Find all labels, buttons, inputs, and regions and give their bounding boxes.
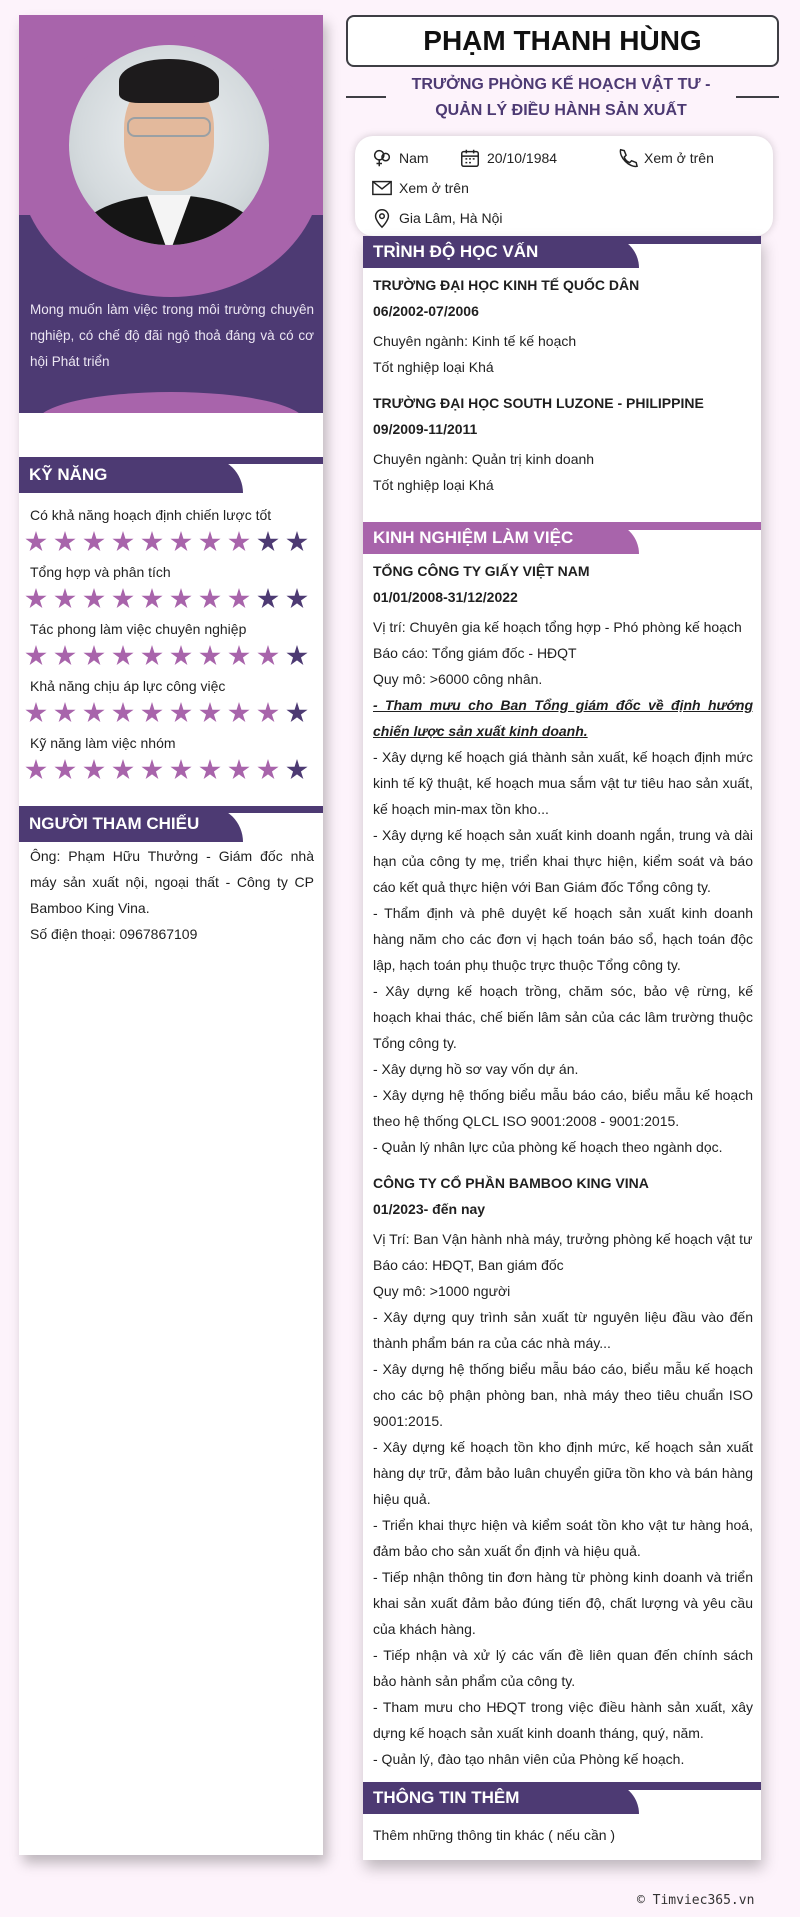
reference-title: NGƯỜI THAM CHIẾU <box>29 814 200 833</box>
star-icon <box>228 588 250 610</box>
star-icon <box>54 645 76 667</box>
star-icon <box>141 759 163 781</box>
star-icon <box>112 531 134 553</box>
title-divider-right <box>736 96 779 98</box>
email-value: Xem ở trên <box>399 180 469 196</box>
star-icon <box>228 759 250 781</box>
job-position: Vị trí: Chuyên gia kế hoạch tổng hợp - Phó phòng kế hoạch <box>373 619 742 635</box>
job-period: 01/2023- đến nay <box>373 1201 486 1217</box>
job-duty: - Xây dựng kế hoạch trồng, chăm sóc, bảo vệ rừng, kế hoạch khai thác, chế biến lâm sản của các lâm trường thuộc Tổng công ty. <box>373 983 753 1051</box>
job-duty: - Tiếp nhận và xử lý các vấn đề liên quan đến chính sách bảo hành sản phẩm của công ty. <box>373 1647 753 1689</box>
address-value: Gia Lâm, Hà Nội <box>399 210 503 226</box>
star-icon <box>54 588 76 610</box>
star-icon <box>25 759 47 781</box>
experience-title: KINH NGHIỆM LÀM VIỆC <box>373 528 574 547</box>
star-icon <box>199 759 221 781</box>
star-icon <box>257 645 279 667</box>
contact-email <box>371 177 469 199</box>
reference-body <box>30 843 314 947</box>
company-name: CÔNG TY CỔ PHẦN BAMBOO KING VINA <box>373 1175 649 1191</box>
skill-name: Tổng hợp và phân tích <box>30 564 171 580</box>
star-icon <box>199 702 221 724</box>
experience-item <box>373 1170 753 1772</box>
job-duty: - Thẩm định và phê duyệt kế hoạch sản xuất kinh doanh hàng năm cho các đơn vị hạch toán báo sổ, hạch toán độc lập, hạch toán phụ thuộc trực thuộc Tổng công ty. <box>373 905 753 973</box>
contact-phone <box>616 147 714 169</box>
star-icon <box>83 759 105 781</box>
star-icon <box>199 588 221 610</box>
star-icon <box>199 531 221 553</box>
experience-header <box>363 522 761 554</box>
job-scale: Quy mô: >1000 người <box>373 1283 511 1299</box>
star-icon <box>257 759 279 781</box>
school-period: 09/2009-11/2011 <box>373 421 478 437</box>
job-duty: - Quản lý, đào tạo nhân viên của Phòng kế hoạch. <box>373 1751 685 1767</box>
education-item <box>373 272 753 380</box>
job-duty: - Quản lý nhân lực của phòng kế hoạch theo ngành dọc. <box>373 1139 723 1155</box>
job-duty: - Xây dựng kế hoạch tồn kho định mức, kế hoạch sản xuất hàng dự trữ, đảm bảo luân chuyển giữa tồn kho và bán hàng hiệu quả. <box>373 1439 753 1507</box>
star-icon <box>25 702 47 724</box>
job-duty: - Xây dựng kế hoạch giá thành sản xuất, kế hoạch định mức kinh tế kỹ thuật, kế hoạch mua sắm vật tư tiêu hao sản xuất, kế hoạch min-max tồn kho... <box>373 749 753 817</box>
star-icon <box>141 645 163 667</box>
education-title: TRÌNH ĐỘ HỌC VẤN <box>373 242 539 261</box>
star-icon <box>54 531 76 553</box>
star-icon <box>170 645 192 667</box>
gender-value: Nam <box>399 150 429 166</box>
skills-header <box>19 457 323 493</box>
star-icon <box>83 702 105 724</box>
star-icon <box>25 645 47 667</box>
footer-credit: © Timviec365.vn <box>637 1893 755 1908</box>
reference-person: Ông: Phạm Hữu Thưởng - Giám đốc nhà máy sản xuất nội, ngoại thất - Công ty CP Bamboo King Vina. <box>30 848 314 916</box>
email-icon <box>371 177 393 199</box>
skill-rating <box>25 702 308 724</box>
gender-icon <box>371 147 393 169</box>
dob-value: 20/10/1984 <box>487 150 558 166</box>
skills-title: KỸ NĂNG <box>29 465 108 484</box>
job-duty: - Xây dựng hệ thống biểu mẫu báo cáo, biểu mẫu kế hoạch cho các bộ phận phòng ban, nhà máy theo tiêu chuẩn ISO 9001:2015. <box>373 1361 753 1429</box>
extra-text: Thêm những thông tin khác ( nếu cần ) <box>373 1827 616 1843</box>
job-duty: - Tiếp nhận thông tin đơn hàng từ phòng kinh doanh và triển khai sản xuất đảm bảo đúng tiến độ, chất lượng và yêu cầu của khách hàng. <box>373 1569 753 1637</box>
full-name: PHẠM THANH HÙNG <box>346 15 779 67</box>
skill-rating <box>25 531 308 553</box>
skill-name: Tác phong làm việc chuyên nghiệp <box>30 621 247 637</box>
star-icon <box>286 531 308 553</box>
job-duty: - Tham mưu cho HĐQT trong việc điều hành sản xuất, xây dựng kế hoạch sản xuất kinh doanh tháng, quý, năm. <box>373 1699 753 1741</box>
job-highlight: - Tham mưu cho Ban Tổng giám đốc về định hướng chiến lược sản xuất kinh doanh. <box>373 697 753 739</box>
star-icon <box>286 759 308 781</box>
star-icon <box>54 702 76 724</box>
title-divider-left <box>346 96 386 98</box>
job-report: Báo cáo: Tổng giám đốc - HĐQT <box>373 645 577 661</box>
star-icon <box>170 702 192 724</box>
job-position: Vị Trí: Ban Vận hành nhà máy, trưởng phòng kế hoạch vật tư <box>373 1231 753 1247</box>
star-icon <box>170 588 192 610</box>
star-icon <box>257 588 279 610</box>
star-icon <box>141 702 163 724</box>
star-icon <box>170 531 192 553</box>
phone-icon <box>616 147 638 169</box>
contact-dob <box>459 147 557 169</box>
job-report: Báo cáo: HĐQT, Ban giám đốc <box>373 1257 564 1273</box>
skill-rating <box>25 759 308 781</box>
star-icon <box>257 531 279 553</box>
job-scale: Quy mô: >6000 công nhân. <box>373 671 543 687</box>
school-grade: Tốt nghiệp loại Khá <box>373 477 494 493</box>
school-name: TRƯỜNG ĐẠI HỌC KINH TẾ QUỐC DÂN <box>373 277 640 293</box>
star-icon <box>112 702 134 724</box>
star-icon <box>54 759 76 781</box>
reference-phone: Số điện thoại: 0967867109 <box>30 926 198 942</box>
contact-gender <box>371 147 429 169</box>
star-icon <box>199 645 221 667</box>
star-icon <box>112 645 134 667</box>
star-icon <box>112 759 134 781</box>
job-duty: - Xây dựng quy trình sản xuất từ nguyên liệu đầu vào đến thành phẩm bán ra của các nhà máy... <box>373 1309 753 1351</box>
avatar <box>69 45 269 245</box>
job-duty: - Xây dựng hệ thống biểu mẫu báo cáo, biểu mẫu kế hoạch theo hệ thống QLCL ISO 9001:2008 - 9001:2015. <box>373 1087 753 1129</box>
star-icon <box>257 702 279 724</box>
star-icon <box>25 531 47 553</box>
job-duty: - Xây dựng kế hoạch sản xuất kinh doanh ngắn, trung và dài hạn của công ty mẹ, triển khai thực hiện, kiểm soát và báo cáo kết quả thực hiện với Ban Giám đốc Tổng công ty. <box>373 827 753 895</box>
reference-header <box>19 806 323 842</box>
school-name: TRƯỜNG ĐẠI HỌC SOUTH LUZONE - PHILIPPINE <box>373 395 704 411</box>
skill-name: Kỹ năng làm việc nhóm <box>30 735 176 751</box>
star-icon <box>170 759 192 781</box>
skill-name: Có khả năng hoạch định chiến lược tốt <box>30 507 272 523</box>
skill-rating <box>25 588 308 610</box>
star-icon <box>286 702 308 724</box>
job-duty: - Triển khai thực hiện và kiểm soát tồn kho vật tư hàng hoá, đảm bảo cho sản xuất ổn định và hiệu quả. <box>373 1517 753 1559</box>
star-icon <box>228 645 250 667</box>
company-name: TỔNG CÔNG TY GIẤY VIỆT NAM <box>373 563 590 579</box>
extra-title: THÔNG TIN THÊM <box>373 1788 520 1807</box>
job-duty: - Xây dựng hồ sơ vay vốn dự án. <box>373 1061 579 1077</box>
school-grade: Tốt nghiệp loại Khá <box>373 359 494 375</box>
contact-address <box>371 207 502 229</box>
school-major: Chuyên ngành: Kinh tế kế hoạch <box>373 333 577 349</box>
experience-item <box>373 558 753 1160</box>
star-icon <box>25 588 47 610</box>
school-major: Chuyên ngành: Quản trị kinh doanh <box>373 451 595 467</box>
star-icon <box>112 588 134 610</box>
calendar-icon <box>459 147 481 169</box>
school-period: 06/2002-07/2006 <box>373 303 479 319</box>
education-header <box>363 236 761 268</box>
phone-value: Xem ở trên <box>644 150 714 166</box>
star-icon <box>228 702 250 724</box>
job-title: TRƯỞNG PHÒNG KẾ HOẠCH VẬT TƯ - QUẢN LÝ ĐIỀU HÀNH SẢN XUẤT <box>411 76 711 119</box>
extra-body <box>373 1822 753 1848</box>
star-icon <box>141 531 163 553</box>
star-icon <box>286 588 308 610</box>
skill-rating <box>25 645 308 667</box>
star-icon <box>228 531 250 553</box>
star-icon <box>83 531 105 553</box>
star-icon <box>83 588 105 610</box>
location-pin-icon <box>371 207 393 229</box>
star-icon <box>286 645 308 667</box>
education-item <box>373 390 753 498</box>
job-period: 01/01/2008-31/12/2022 <box>373 589 518 605</box>
star-icon <box>83 645 105 667</box>
extra-header <box>363 1782 761 1814</box>
skill-name: Khả năng chịu áp lực công việc <box>30 678 226 694</box>
career-objective: Mong muốn làm việc trong môi trường chuyên nghiệp, có chế độ đãi ngộ thoả đáng và có cơ hội Phát triển <box>30 302 314 369</box>
star-icon <box>141 588 163 610</box>
